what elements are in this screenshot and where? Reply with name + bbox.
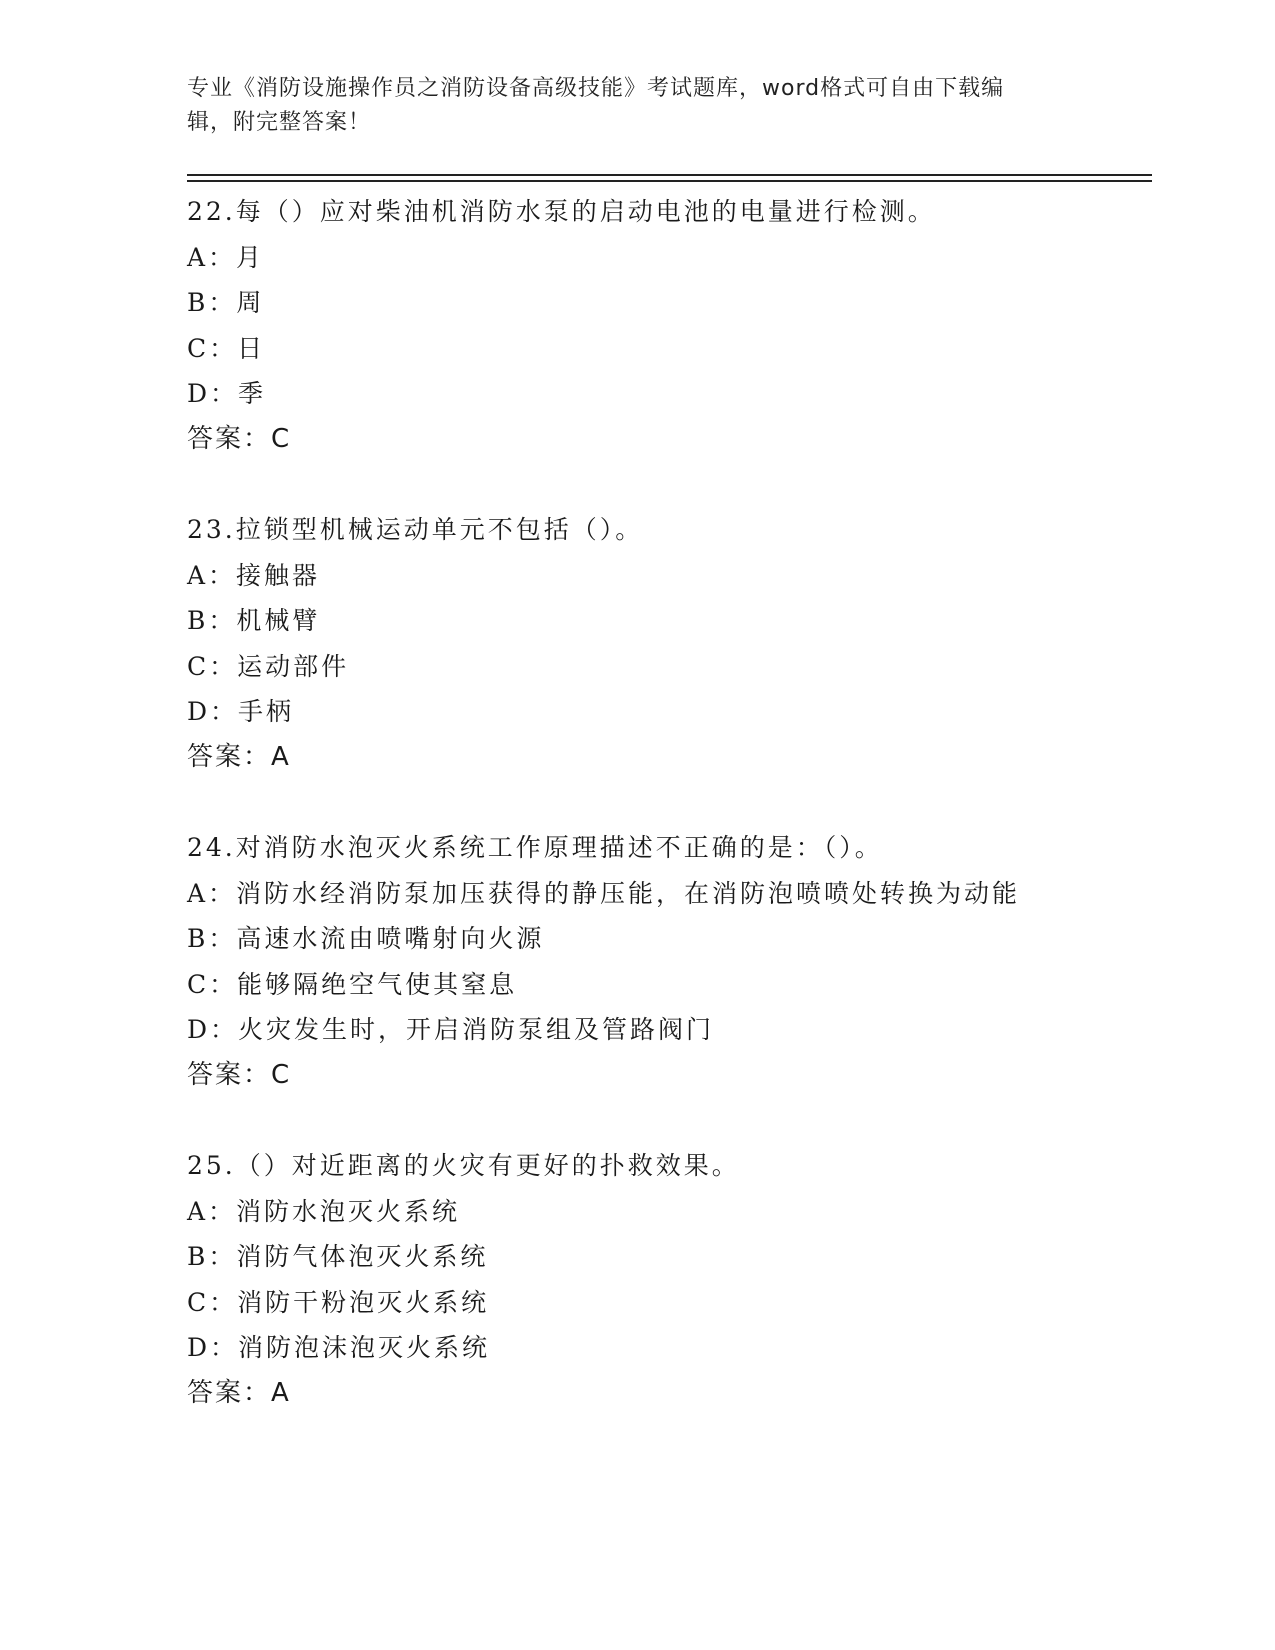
- option-b: B：消防气体泡灭火系统: [187, 1242, 489, 1271]
- option-d: D：消防泡沫泡灭火系统: [187, 1333, 491, 1362]
- question-stem: 25.（）对近距离的火灾有更好的扑救效果。: [187, 1151, 740, 1180]
- option-c: C：能够隔绝空气使其窒息: [187, 969, 518, 999]
- answer: 答案：C: [187, 423, 292, 454]
- option-a: A：消防水泡灭火系统: [187, 1196, 461, 1226]
- answer: 答案：A: [187, 741, 291, 772]
- option-a: A：月: [187, 242, 265, 272]
- document-header: [187, 72, 1067, 140]
- option-a: A：接触器: [187, 560, 321, 590]
- answer: 答案：A: [187, 1377, 291, 1408]
- option-d: D：手柄: [187, 697, 295, 726]
- header-line-2: 辑，附完整答案！: [187, 110, 372, 135]
- question-stem: 22.每（）应对柴油机消防水泵的启动电池的电量进行检测。: [187, 197, 936, 226]
- question-25: [187, 1143, 1147, 1416]
- option-d: D：季: [187, 379, 267, 408]
- option-a: A：消防水经消防泵加压获得的静压能，在消防泡喷喷处转换为动能: [187, 878, 1021, 908]
- header-line-1: 专业《消防设施操作员之消防设备高级技能》考试题库，word格式可自由下载编: [187, 76, 1005, 101]
- option-c: C：消防干粉泡灭火系统: [187, 1287, 490, 1317]
- answer: 答案：C: [187, 1059, 292, 1090]
- option-d: D：火灾发生时，开启消防泵组及管路阀门: [187, 1015, 715, 1044]
- header-divider-top: [187, 174, 1152, 176]
- option-c: C：日: [187, 333, 266, 363]
- option-c: C：运动部件: [187, 651, 350, 681]
- question-stem: 23.拉锁型机械运动单元不包括（）。: [187, 515, 644, 544]
- question-24: [187, 825, 1147, 1098]
- option-b: B：高速水流由喷嘴射向火源: [187, 924, 545, 953]
- question-22: [187, 189, 1147, 462]
- option-b: B：周: [187, 288, 265, 317]
- option-b: B：机械臂: [187, 606, 321, 635]
- question-stem: 24.对消防水泡灭火系统工作原理描述不正确的是：（）。: [187, 833, 883, 862]
- question-23: [187, 507, 1147, 780]
- header-divider-bottom: [187, 180, 1152, 182]
